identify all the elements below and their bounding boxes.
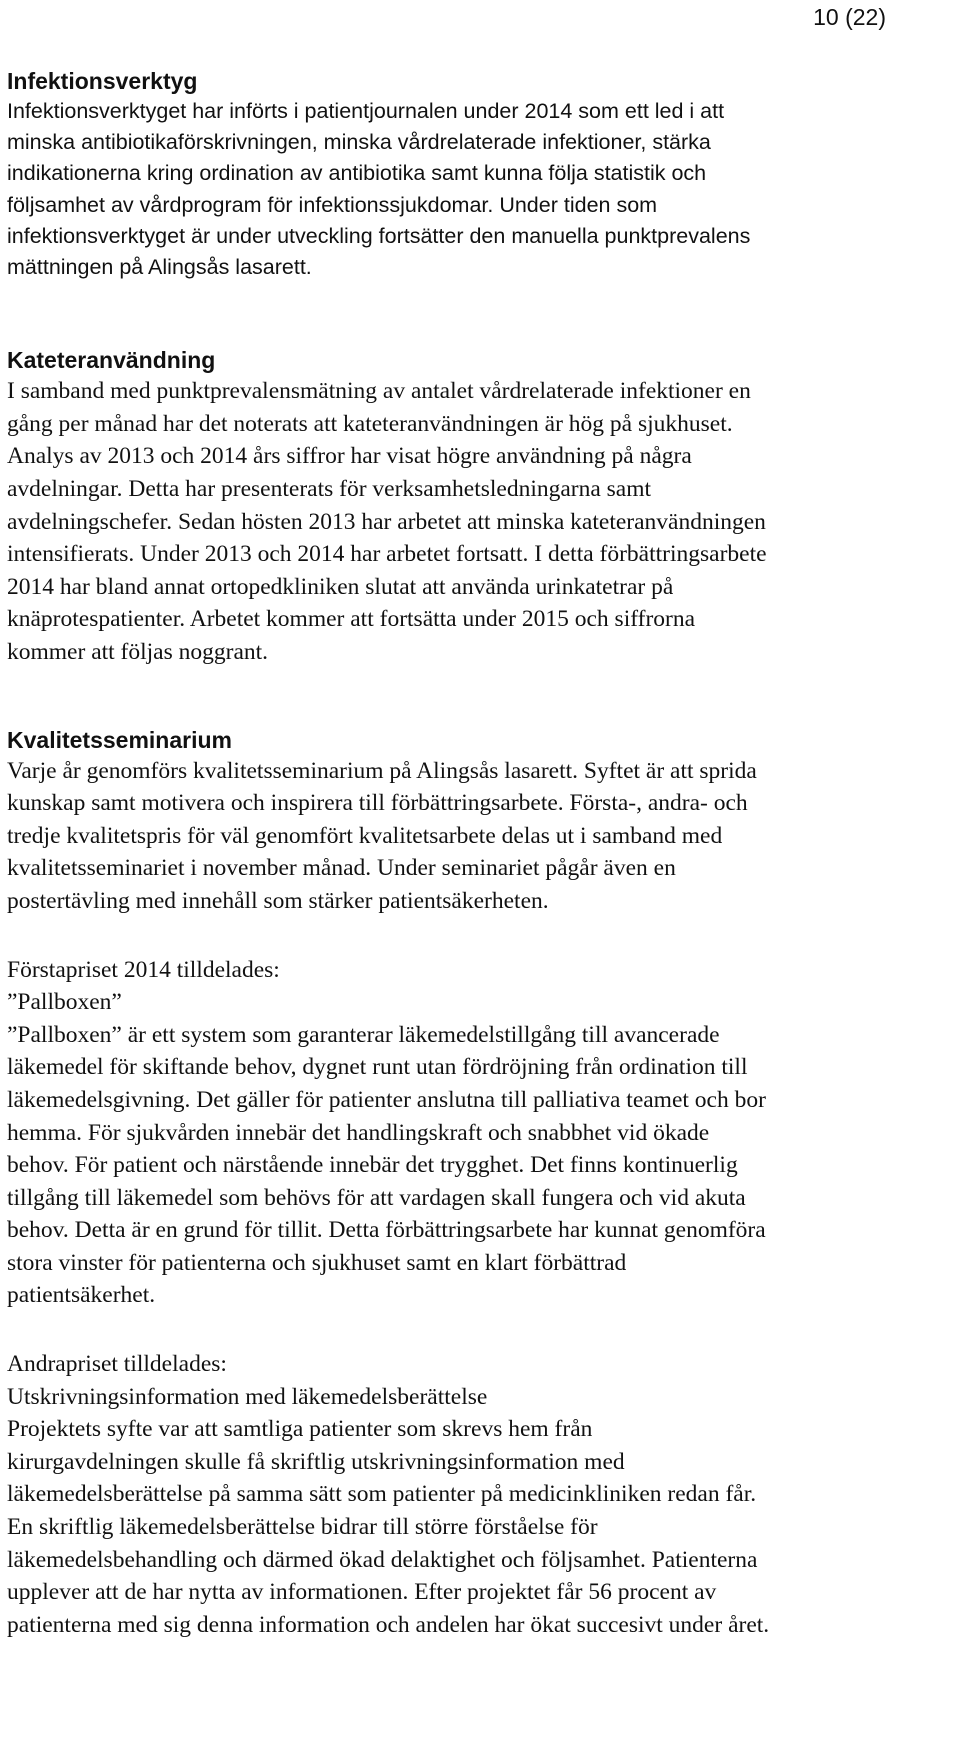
andrapris-label: Andrapriset tilldelades: bbox=[7, 1351, 227, 1378]
spacer bbox=[7, 283, 955, 345]
section-body-kvalitetsseminarium: Varje år genomförs kvalitetsseminarium på Alingsås lasarett. Syftet är att sprida kunskap samt motivera och inspirera till förbättringsarbete. Första-, andra- och tredje kvalitetspris för väl genomfört kvalitetsarbete delas ut i samband med kvalitetsseminariet i november månad. Under seminariet pågår även en postertävling med innehåll som stärker patientsäkerheten. bbox=[7, 757, 757, 914]
section-kateteranvandning bbox=[7, 345, 955, 668]
section-body-kateteranvandning: I samband med punktprevalensmätning av antalet vårdrelaterade infektioner en gång per månad har det noterats att kateteranvändningen är hög på sjukhuset. Analys av 2013 och 2014 års siffror har visat högre användning på några avdelningar. Detta har presenterats för verksamhetsledningarna samt avdelningschefer. Sedan hösten 2013 har arbetet att minska kateteranvändningen intensifierats. Under 2013 och 2014 har arbetet fortsatt. I detta förbättringsarbete 2014 har bland annat ortopedkliniken slutat att använda urinkatetrar på knäprotespatienter. Arbetet kommer att fortsätta under 2015 och siffrorna kommer att följas noggrant. bbox=[7, 378, 767, 665]
section-title-infektionsverktyg: Infektionsverktyg bbox=[7, 68, 198, 94]
spacer bbox=[7, 918, 955, 954]
forstapris-name: ”Pallboxen” bbox=[7, 989, 122, 1016]
section-infektionsverktyg bbox=[7, 66, 955, 283]
section-body-infektionsverktyg: Infektionsverktyget har införts i patientjournalen under 2014 som ett led i att minska antibiotikaförskrivningen, minska vårdrelaterade infektioner, stärka indikationerna kring ordination av antibiotika samt kunna följa statistik och följsamhet av vårdprogram för infektionssjukdomar. Under tiden som infektionsverktyget är under utveckling fortsätter den manuella punktprevalens mättningen på Alingsås lasarett. bbox=[7, 99, 751, 280]
section-title-kateteranvandning: Kateteranvändning bbox=[7, 347, 216, 374]
forstapris-body: ”Pallboxen” är ett system som garanterar läkemedelstillgång till avancerade läkemedel för skiftande behov, dygnet runt utan fördröjning från ordination till läkemedelsgivning. Det gäller för patienter anslutna till palliativa teamet och bor hemma. För sjukvården innebär det handlingskraft och snabbhet vid ökade behov. För patient och närstående innebär det trygghet. Det finns kontinuerlig tillgång till läkemedel som behövs för att vardagen skall fungera och vid akuta behov. Detta är en grund för tillit. Detta förbättringsarbete har kunnat genomföra stora vinster för patienterna och sjukhuset samt en klart förbättrad patientsäkerhet. bbox=[7, 1021, 766, 1309]
section-kvalitetsseminarium bbox=[7, 725, 955, 918]
section-title-kvalitetsseminarium: Kvalitetsseminarium bbox=[7, 726, 232, 753]
page-number: 10 (22) bbox=[813, 4, 886, 30]
forstapris-label: Förstapriset 2014 tilldelades: bbox=[7, 956, 280, 983]
document-content bbox=[7, 66, 955, 1641]
andrapris-body: Projektets syfte var att samtliga patienter som skrevs hem från kirurgavdelningen skulle få skriftlig utskrivningsinformation med läkemedelsberättelse på samma sätt som patienter på medicinkliniken redan får. En skriftlig läkemedelsberättelse bidrar till större förståelse för läkemedelsbehandling och därmed ökad delaktighet och följsamhet. Patienterna upplever att de har nytta av informationen. Efter projektet får 56 procent av patienterna med sig denna information och andelen har ökat succesivt under året. bbox=[7, 1416, 770, 1638]
spacer bbox=[7, 669, 955, 725]
section-forstapriset bbox=[7, 954, 955, 1313]
section-andrapriset bbox=[7, 1348, 955, 1641]
andrapris-name: Utskrivningsinformation med läkemedelsberättelse bbox=[7, 1383, 488, 1410]
spacer bbox=[7, 1312, 955, 1348]
